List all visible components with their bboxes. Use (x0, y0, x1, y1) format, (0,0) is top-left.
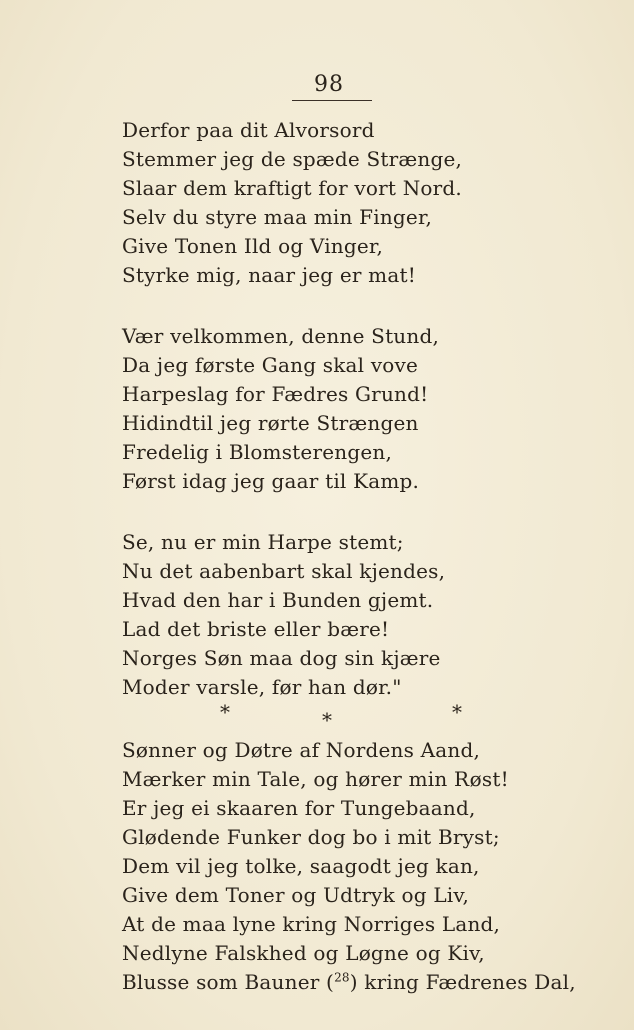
verse-line: Moder varsle, før han dør." (122, 675, 402, 699)
verse-line: Mærker min Tale, og hører min Røst! (122, 767, 509, 791)
asterisk: * (322, 708, 332, 732)
footnote-reference: 28 (334, 970, 350, 985)
page-number: 98 (314, 72, 344, 97)
verse-line: Stemmer jeg de spæde Strænge, (122, 147, 463, 171)
verse-text: ) kring Fædrenes Dal, (349, 970, 576, 994)
verse-line: Nu det aabenbart skal kjendes, (122, 559, 446, 583)
stanza-1 (122, 116, 602, 290)
stanza-4 (122, 736, 602, 997)
asterisk: * (452, 700, 462, 724)
verse-line: Først idag jeg gaar til Kamp. (122, 469, 420, 493)
verse-line: Er jeg ei skaaren for Tungebaand, (122, 796, 476, 820)
verse-line: Dem vil jeg tolke, saagodt jeg kan, (122, 854, 480, 878)
stanza-gap (122, 496, 602, 528)
verse-line: Styrke mig, naar jeg er mat! (122, 263, 416, 287)
verse-line: Da jeg første Gang skal vove (122, 353, 419, 377)
section-divider (122, 702, 542, 736)
verse-line: At de maa lyne kring Norriges Land, (122, 912, 501, 936)
verse-line: Glødende Funker dog bo i mit Bryst; (122, 825, 500, 849)
verse-line: Norges Søn maa dog sin kjære (122, 646, 441, 670)
stanza-3 (122, 528, 602, 702)
verse-line: Derfor paa dit Alvorsord (122, 118, 375, 142)
verse-line: Harpeslag for Fædres Grund! (122, 382, 429, 406)
stanza-2 (122, 322, 602, 496)
stanza-gap (122, 290, 602, 322)
verse-line: Lad det briste eller bære! (122, 617, 390, 641)
verse-line: Se, nu er min Harpe stemt; (122, 530, 404, 554)
verse-line: Fredelig i Blomsterengen, (122, 440, 393, 464)
verse-line: Slaar dem kraftigt for vort Nord. (122, 176, 462, 200)
verse-line: Selv du styre maa min Finger, (122, 205, 433, 229)
verse-line-footnoted (122, 968, 602, 997)
poem-body (122, 116, 602, 997)
header-rule (292, 100, 372, 101)
verse-line: Hvad den har i Bunden gjemt. (122, 588, 434, 612)
verse-line: Hidindtil jeg rørte Strængen (122, 411, 419, 435)
verse-line: Nedlyne Falskhed og Løgne og Kiv, (122, 941, 485, 965)
verse-line: Sønner og Døtre af Nordens Aand, (122, 738, 481, 762)
verse-line: Give Tonen Ild og Vinger, (122, 234, 384, 258)
verse-line: Vær velkommen, denne Stund, (122, 324, 440, 348)
verse-text: Blusse som Bauner ( (122, 970, 335, 994)
asterisk: * (220, 700, 230, 724)
verse-line: Give dem Toner og Udtryk og Liv, (122, 883, 470, 907)
